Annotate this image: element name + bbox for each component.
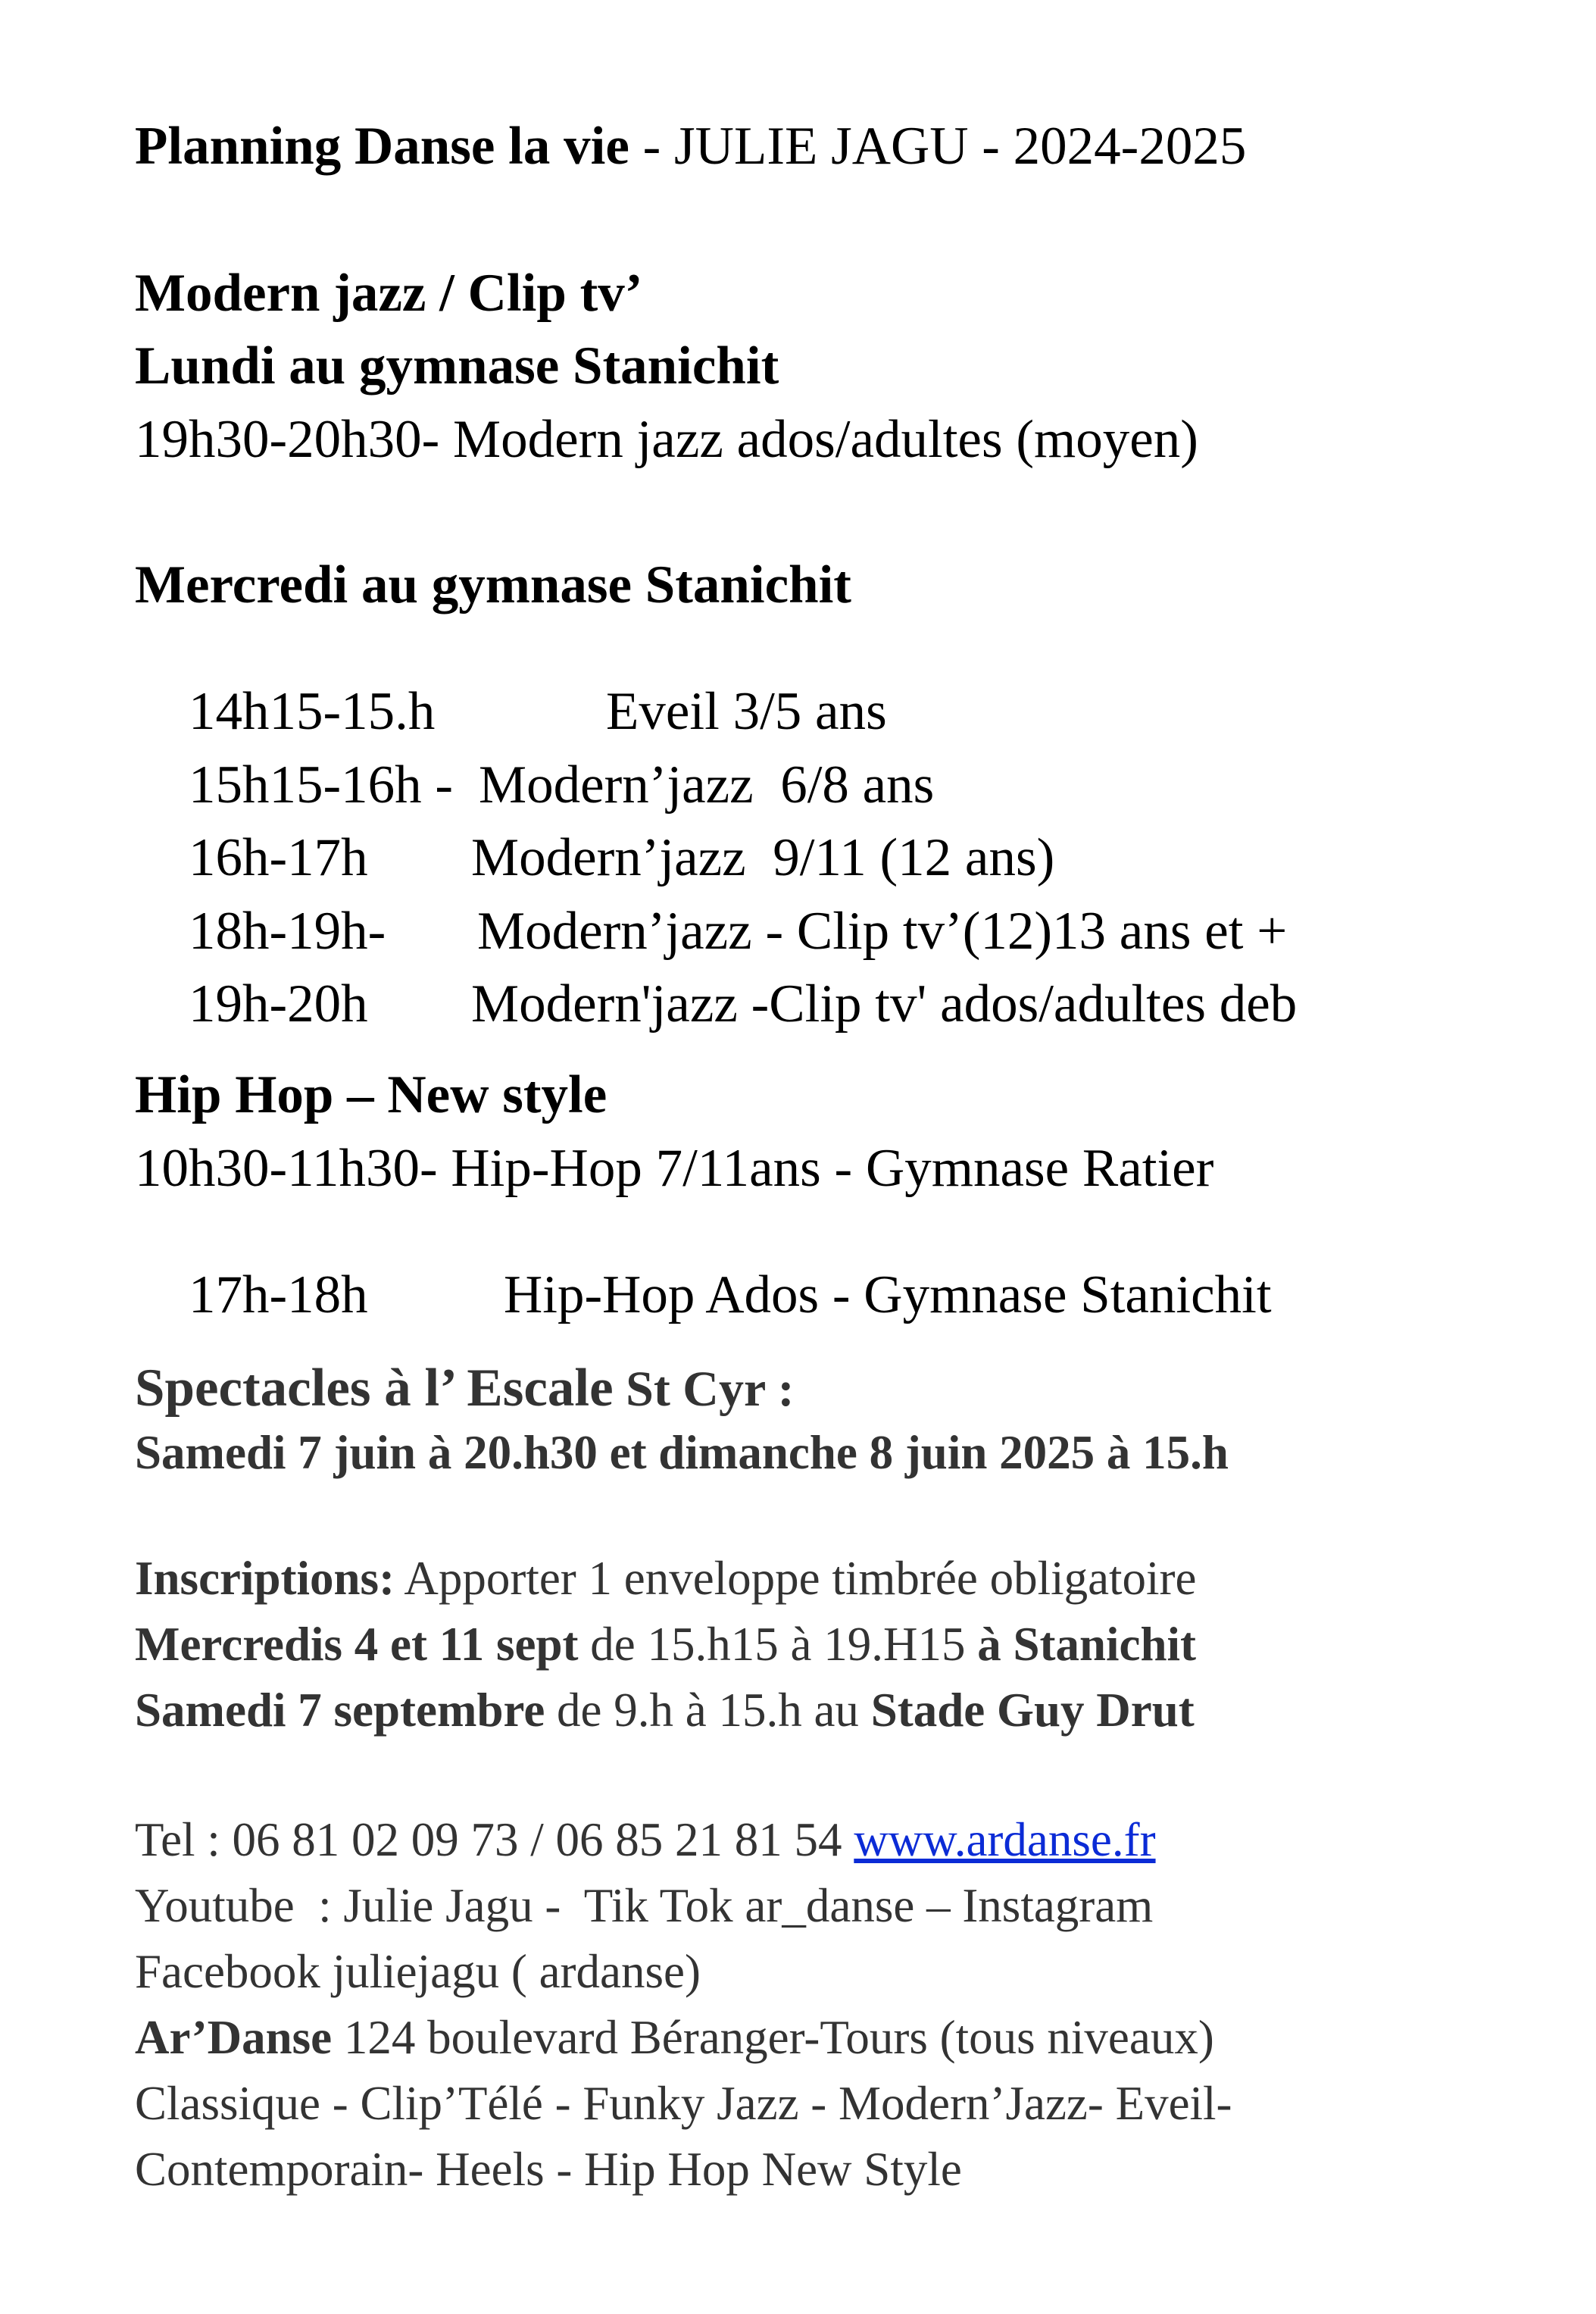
contact-tel: Tel : 06 81 02 09 73 / 06 85 21 81 54 xyxy=(135,1813,854,1866)
wednesday-item-time: 18h-19h- xyxy=(189,902,386,961)
hip-hop-heading: Hip Hop – New style xyxy=(135,1065,607,1124)
website-link[interactable]: www.ardanse.fr xyxy=(854,1813,1156,1866)
title-bold: Planning Danse la vie xyxy=(135,117,629,176)
hip-hop-label: Hip-Hop Ados - Gymnase Stanichit xyxy=(504,1265,1272,1324)
inscriptions-note: Apporter 1 enveloppe timbrée obligatoire xyxy=(395,1552,1197,1605)
inscriptions-saturday-day: Samedi 7 septembre xyxy=(135,1684,545,1737)
school-address: 124 boulevard Béranger-Tours (tous niveaux) xyxy=(332,2011,1214,2064)
inscriptions-saturday-place: Stade Guy Drut xyxy=(870,1684,1195,1737)
wednesday-item-label: Modern’jazz - Clip tv’(12)13 ans et + xyxy=(477,902,1288,961)
inscriptions-wednesday-place: à Stanichit xyxy=(977,1618,1196,1671)
contact-tel-line xyxy=(135,1813,1156,1866)
hip-hop-line xyxy=(135,1215,1272,1376)
wednesday-item-label: Modern’jazz 6/8 ans xyxy=(479,755,935,815)
wednesday-item-time: 14h15-15.h xyxy=(189,682,436,741)
modern-jazz-heading: Modern jazz / Clip tv’ xyxy=(135,264,643,323)
inscriptions-line xyxy=(135,1552,1197,1605)
dance-styles-line: Classique - Clip’Télé - Funky Jazz - Modern’Jazz- Eveil- xyxy=(135,2077,1232,2130)
contact-facebook: Facebook juliejagu ( ardanse) xyxy=(135,1945,701,1998)
spectacles-heading-main: Spectacles à l’ Escale xyxy=(135,1359,614,1418)
spectacles-dates: Samedi 7 juin à 20.h30 et dimanche 8 juin 2025 à 15.h xyxy=(135,1426,1229,1479)
hip-hop-time: 17h-18h xyxy=(189,1265,368,1324)
spectacles-heading xyxy=(135,1359,795,1418)
wednesday-item-time: 16h-17h xyxy=(189,828,368,887)
monday-class-line: 19h30-20h30- Modern jazz ados/adultes (moyen) xyxy=(135,410,1198,469)
hip-hop-line: 10h30-11h30- Hip-Hop 7/11ans - Gymnase Ratier xyxy=(135,1139,1214,1198)
monday-heading: Lundi au gymnase Stanichit xyxy=(135,336,779,396)
inscriptions-wednesday-days: Mercredis 4 et 11 sept xyxy=(135,1618,579,1671)
wednesday-item-time: 15h15-16h - xyxy=(189,755,454,815)
contact-social: Youtube : Julie Jagu - Tik Tok ar_danse – Instagram xyxy=(135,1879,1154,1932)
wednesday-item-time: 19h-20h xyxy=(189,974,368,1033)
school-name: Ar’Danse xyxy=(135,2011,333,2064)
school-address-line xyxy=(135,2011,1214,2064)
title-rest: - JULIE JAGU - 2024-2025 xyxy=(629,117,1247,176)
dance-styles-line: Contemporain- Heels - Hip Hop New Style xyxy=(135,2143,962,2196)
inscriptions-saturday-hours: de 9.h à 15.h au xyxy=(545,1684,871,1737)
inscriptions-dates-saturday xyxy=(135,1684,1195,1737)
wednesday-item-label: Eveil 3/5 ans xyxy=(606,682,887,741)
inscriptions-label: Inscriptions: xyxy=(135,1552,395,1605)
spectacles-heading-tail: St Cyr : xyxy=(613,1362,795,1417)
wednesday-item-label: Modern'jazz -Clip tv' ados/adultes deb xyxy=(471,974,1298,1033)
wednesday-item-label: Modern’jazz 9/11 (12 ans) xyxy=(471,828,1055,887)
inscriptions-wednesday-hours: de 15.h15 à 19.H15 xyxy=(578,1618,978,1671)
page-title xyxy=(135,117,1247,176)
inscriptions-dates-wednesday xyxy=(135,1618,1196,1671)
wednesday-heading: Mercredi au gymnase Stanichit xyxy=(135,555,851,614)
